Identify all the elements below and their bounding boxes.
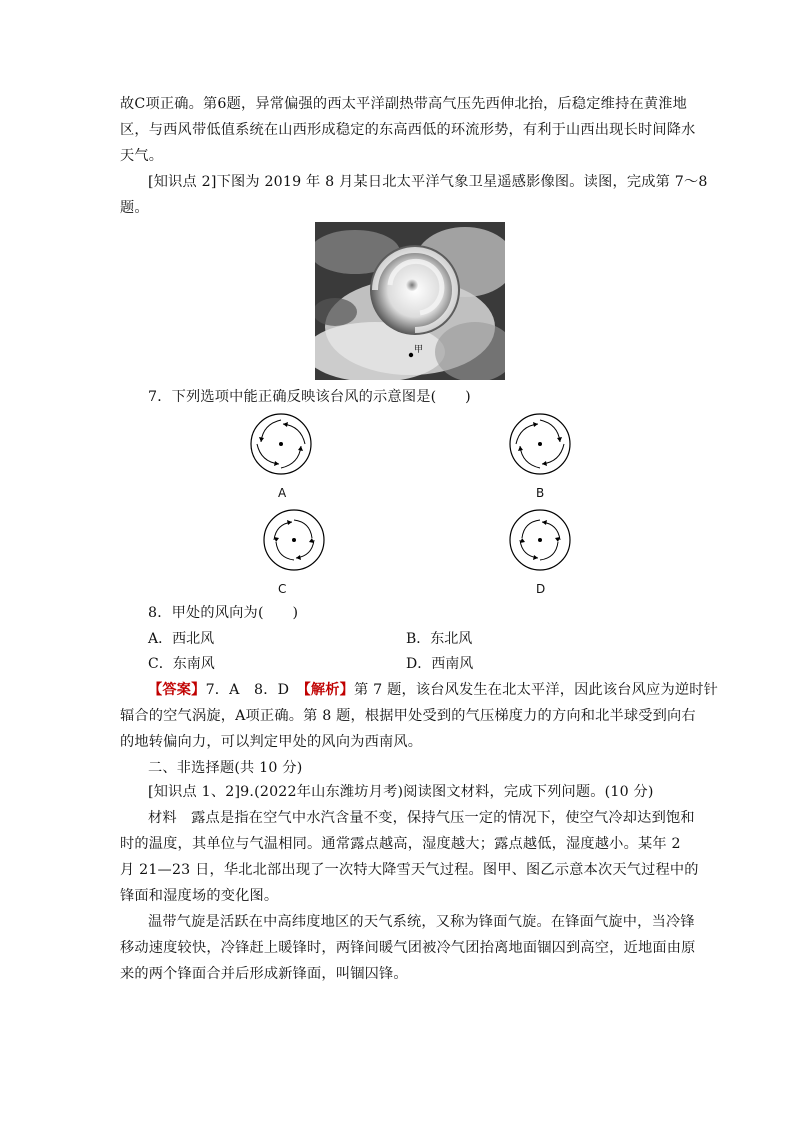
q8-choice-a: A．西北风: [148, 631, 215, 647]
analysis-text: 第 7 题，该台风发生在北太平洋，因此该台风应为逆时针: [354, 682, 718, 698]
answer-line: [148, 678, 718, 702]
text-line: 来的两个锋面合并后形成新锋面，叫锢囚锋。: [120, 966, 408, 982]
satellite-image: [315, 222, 505, 380]
text-line: 故C项正确。第6题，异常偏强的西太平洋副热带高气压先西伸北抬，后稳定维持在黄淮地: [120, 96, 688, 112]
section-heading: 二、非选择题(共 10 分): [148, 760, 303, 776]
option-c-diagram: [262, 508, 326, 572]
option-c-label: C: [278, 582, 287, 596]
text-line: 月 21—23 日，华北北部出现了一次特大降雪天气过程。图甲、图乙示意本次天气过程中的: [120, 862, 699, 878]
option-d-diagram: [508, 508, 572, 572]
answer-tag: 【答案】: [148, 682, 206, 698]
text-line: 移动速度较快，冷锋赶上暖锋时，两锋间暖气团被冷气团抬离地面锢囚到高空，近地面由原: [120, 940, 696, 956]
text-line: 材料 露点是指在空气中水汽含量不变，保持气压一定的情况下，使空气冷却达到饱和: [148, 810, 695, 826]
text-line: [知识点 2]下图为 2019 年 8 月某日北太平洋气象卫星遥感影像图。读图，完成第 7～8: [148, 174, 708, 190]
question-9-stem: [知识点 1、2]9.(2022年山东潍坊月考)阅读图文材料，完成下列问题。(10 分): [148, 784, 654, 800]
typhoon-cloud-image: [315, 222, 505, 380]
question-8-stem: 8．甲处的风向为( ): [148, 605, 299, 621]
q8-choice-b: B．东北风: [406, 631, 473, 647]
analysis-tag: 【解析】: [303, 682, 355, 698]
text-line: 时的温度，其单位与气温相同。通常露点越高，湿度越大；露点越低，湿度越小。某年 2: [120, 836, 681, 852]
text-line: 题。: [120, 200, 149, 216]
text-line: 辐合的空气涡旋，A项正确。第 8 题，根据甲处受到的气压梯度力的方向和北半球受到向右: [120, 708, 696, 724]
marker-label: 甲: [414, 345, 424, 355]
answer-text: 7．A 8．D: [205, 682, 304, 698]
text-line: 天气。: [120, 148, 164, 164]
text-line: 温带气旋是活跃在中高纬度地区的天气系统，又称为锋面气旋。在锋面气旋中，当冷锋: [148, 914, 695, 930]
option-d-label: D: [536, 582, 546, 596]
option-b-label: B: [536, 486, 545, 500]
q8-choice-d: D．西南风: [406, 656, 474, 672]
text-line: 区，与西风带低值系统在山西形成稳定的东高西低的环流形势，有利于山西出现长时间降水: [120, 122, 696, 138]
option-a-diagram: [249, 412, 313, 476]
text-line: 的地转偏向力，可以判定甲处的风向为西南风。: [120, 734, 423, 750]
option-b-diagram: [508, 412, 572, 476]
option-a-label: A: [278, 486, 287, 500]
text-line: 锋面和湿度场的变化图。: [120, 888, 279, 904]
question-7-stem: 7．下列选项中能正确反映该台风的示意图是( ): [148, 389, 471, 405]
q8-choice-c: C．东南风: [148, 656, 215, 672]
